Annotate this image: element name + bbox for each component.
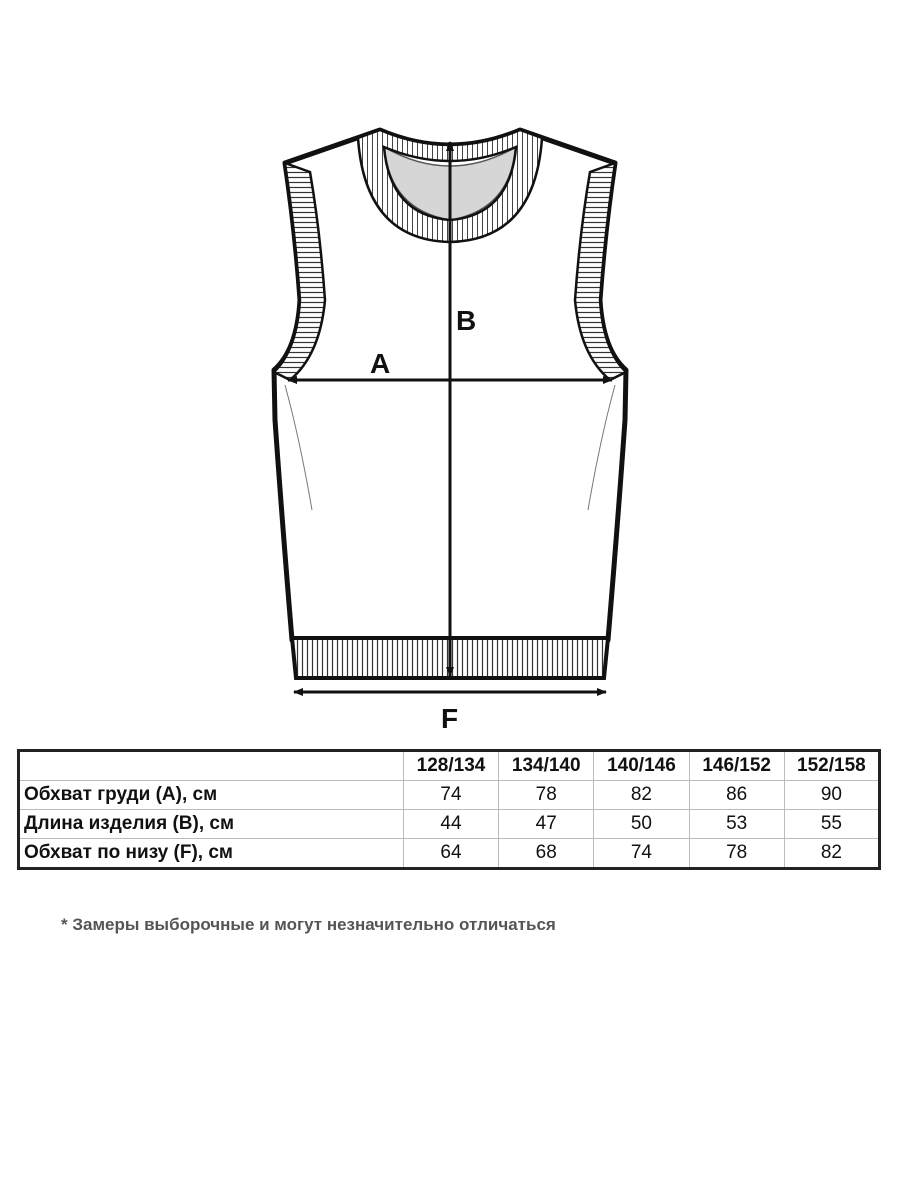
cell-value: 44 (403, 810, 498, 839)
cell-value: 55 (784, 810, 879, 839)
cell-value: 74 (403, 781, 498, 810)
cell-value: 50 (594, 810, 689, 839)
cell-value: 47 (499, 810, 594, 839)
footnote: * Замеры выборочные и могут незначительно отличаться (61, 915, 556, 934)
cell-value: 82 (784, 839, 879, 869)
cell-value: 82 (594, 781, 689, 810)
cell-value: 53 (689, 810, 784, 839)
cell-value: 68 (499, 839, 594, 869)
cell-value: 78 (689, 839, 784, 869)
table-header-row (19, 751, 880, 781)
cell-value: 86 (689, 781, 784, 810)
table-row (19, 839, 880, 869)
cell-value: 90 (784, 781, 879, 810)
row-label: Обхват груди (А), см (19, 781, 404, 810)
hem-label: F (441, 703, 459, 734)
header-size: 140/146 (594, 751, 689, 781)
size-table (17, 749, 881, 870)
header-size: 146/152 (689, 751, 784, 781)
chest-label: A (370, 348, 391, 379)
row-label: Длина изделия (В), см (19, 810, 404, 839)
header-size: 128/134 (403, 751, 498, 781)
length-label: B (456, 305, 477, 336)
header-size: 134/140 (499, 751, 594, 781)
table-row (19, 781, 880, 810)
row-label: Обхват по низу (F), см (19, 839, 404, 869)
header-corner (19, 751, 404, 781)
table-row (19, 810, 880, 839)
cell-value: 64 (403, 839, 498, 869)
header-size: 152/158 (784, 751, 879, 781)
cell-value: 78 (499, 781, 594, 810)
cell-value: 74 (594, 839, 689, 869)
